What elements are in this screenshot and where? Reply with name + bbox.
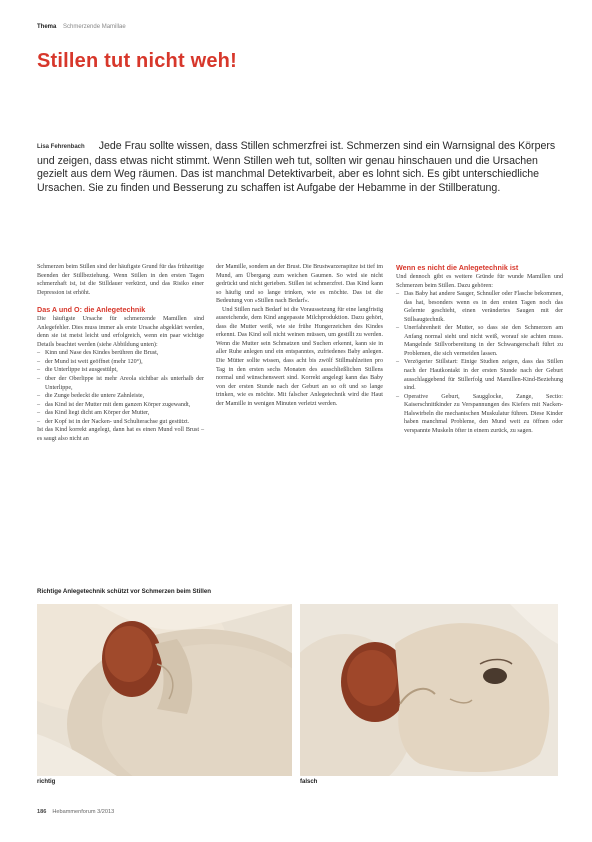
text-column-2 xyxy=(216,263,383,408)
lead-text: Jede Frau sollte wissen, dass Stillen schmerzfrei ist. Schmerzen sind ein Warnsignal des Körpers und zeigen, dass etwas nicht stimmt. Wenn Stillen weh tut, sollten wir genau hinschauen und die Ursachen gezielt aus dem Weg räumen. Das ist manchmal Detektivarbeit, aber es lohnt sich. Es gibt unterschiedliche Ursachen. Sie zu finden und Besserung zu schaffen ist Aufgabe der Hebamme in der Stillberatung. xyxy=(37,140,556,194)
body-paragraph: der Mamille, sondern an der Brust. Die Brustwarzenspitze ist tief im Mund, am Übergang zum weichen Gaumen. So wird sie nicht gedrückt und nicht gerieben. Stillen ist schmerzfrei. Das Kind kann so häufig und so lange trinken, wie es möchte. Das ist die Bedeutung von »Stillen nach Bedarf«. xyxy=(216,264,383,305)
publication-name: Hebammenforum 3/2013 xyxy=(52,809,115,815)
list-item: – Verzögerter Stillstart: Einige Studien zeigen, dass das Stillen nach der Hautkontakt in der ersten Stunde nach der Geburt ausschlaggebend für Stillerfolg und Mamillen-Kind-Beziehung sind. xyxy=(396,358,563,392)
figure-caption: Richtige Anlegetechnik schützt vor Schmerzen beim Stillen xyxy=(37,588,212,595)
text-column-1 xyxy=(37,263,204,443)
list-item: – über der Oberlippe ist mehr Areola sichtbar als unterhalb der Unterlippe, xyxy=(37,375,204,392)
list-item: – Das Baby hat andere Sauger, Schnuller oder Flasche bekommen, das hat, besonders wenn es in den ersten Tagen noch das Gelernte geschieht, einen verändertes Saugen mit der Stillsaugtechnik. xyxy=(396,290,563,324)
list-item: – Operative Geburt, Saugglocke, Zange, Sectio: Kaiserschnittkinder zu Verspannungen des Kiefers mit Nacken-Halswirbeln die mechanischen Muskulatur führen. Diese Kinder haben manchmal Probleme, den Mund weit zu öffnen oder verspannte Muskeln öfter in einem zurück, zu sagen. xyxy=(396,393,563,436)
intro-paragraph: Schmerzen beim Stillen sind der häufigste Grund für das frühzeitige Beenden der Stillbeziehung. Wenn Stillen in den ersten Tagen schmerzhaft ist, ist die Stilldauer verkürzt, und das Risiko einer Depression ist erhöht. xyxy=(37,264,204,296)
list-item: – der Kopf ist in der Nacken- und Schulterachse gut gestützt. xyxy=(37,418,204,427)
label-correct: richtig xyxy=(37,779,56,785)
photo-correct-latch-illustration xyxy=(37,604,292,776)
rubric-topic: Schmerzende Mamillae xyxy=(63,24,126,30)
list-item: – Unerfahrenheit der Mutter, so dass sie den Schmerzen am Anfang normal sieht und nicht weiß, worauf sie achten muss. Mangelnde Stillvorbereitung in der Schwangerschaft führt zu Problemen, die sich vermeiden lassen. xyxy=(396,324,563,358)
page-footer xyxy=(37,809,114,815)
checklist xyxy=(37,349,204,426)
page-number: 186 xyxy=(37,809,47,815)
body-paragraph: Und dennoch gibt es weitere Gründe für wunde Mamillen und Schmerzen beim Stillen. Dazu gehören: xyxy=(396,274,563,289)
author-name: Lisa Fehrenbach xyxy=(37,144,85,150)
article-title: Stillen tut nicht weh! xyxy=(37,50,237,72)
rubric-label: Thema xyxy=(37,24,57,30)
body-paragraph: Und Stillen nach Bedarf ist die Voraussetzung für eine langfristig ausreichende, dem Kind angepasste Milchproduktion. Dazu gehört, dass die Mutter weiß, wie sie frühe Hungerzeichen des Kindes erkennt. Das Kind soll nicht weinen müssen, um gestillt zu werden. Wenn die Mutter sein Schmatzen und Suchen erkennt, kann sie in aller Ruhe anlegen und ein entspanntes, zufriedenes Baby anlegen. Die Mütter sollte wissen, dass acht bis zwölf Stillmahlzeiten pro Tag in den ersten sechs Monaten des ausschließlichen Stillens normal und wünschenswert sind. Korrekt angelegt kann das Baby von der ersten Stunde nach der Geburt an so oft und so lange trinken, wie es möchte. Mit falscher Anlegetechnik wird die Haut der Mamille in wenigen Minuten verletzt werden. xyxy=(216,306,383,407)
lead-paragraph xyxy=(37,140,559,195)
photo-incorrect-latch-illustration xyxy=(300,604,558,776)
cause-list xyxy=(396,290,563,435)
label-incorrect: falsch xyxy=(300,779,318,785)
list-item: – Kinn und Nase des Kindes berühren die Brust, xyxy=(37,349,204,358)
photo-incorrect-latch xyxy=(300,604,558,776)
subheading-other-causes: Wenn es nicht die Anlegetechnik ist xyxy=(396,263,519,272)
list-item: – das Kind liegt dicht am Körper der Mutter, xyxy=(37,409,204,418)
photo-correct-latch xyxy=(37,604,292,776)
body-paragraph: Die häufigste Ursache für schmerzende Mamillen sind Anlegefehler. Dies muss immer als erste Ursache abgeklärt werden, denn sie ist meist leicht und erfolgreich, wenn ein paar wichtige Details beachtet werden (siehe Abbildung unten): xyxy=(37,316,204,348)
body-paragraph: Ist das Kind korrekt angelegt, dann hat es einen Mund voll Brust – es saugt also nicht an xyxy=(37,427,204,442)
list-item: – das Kind ist der Mutter mit dem ganzen Körper zugewandt, xyxy=(37,401,204,410)
list-item: – die Unterlippe ist ausgestülpt, xyxy=(37,366,204,375)
list-item: – die Zunge bedeckt die untere Zahnleiste, xyxy=(37,392,204,401)
subheading-anlegetechnik: Das A und O: die Anlegetechnik xyxy=(37,305,146,315)
page-header xyxy=(37,24,557,30)
text-column-3 xyxy=(396,263,563,435)
list-item: – der Mund ist weit geöffnet (mehr 120°), xyxy=(37,358,204,367)
